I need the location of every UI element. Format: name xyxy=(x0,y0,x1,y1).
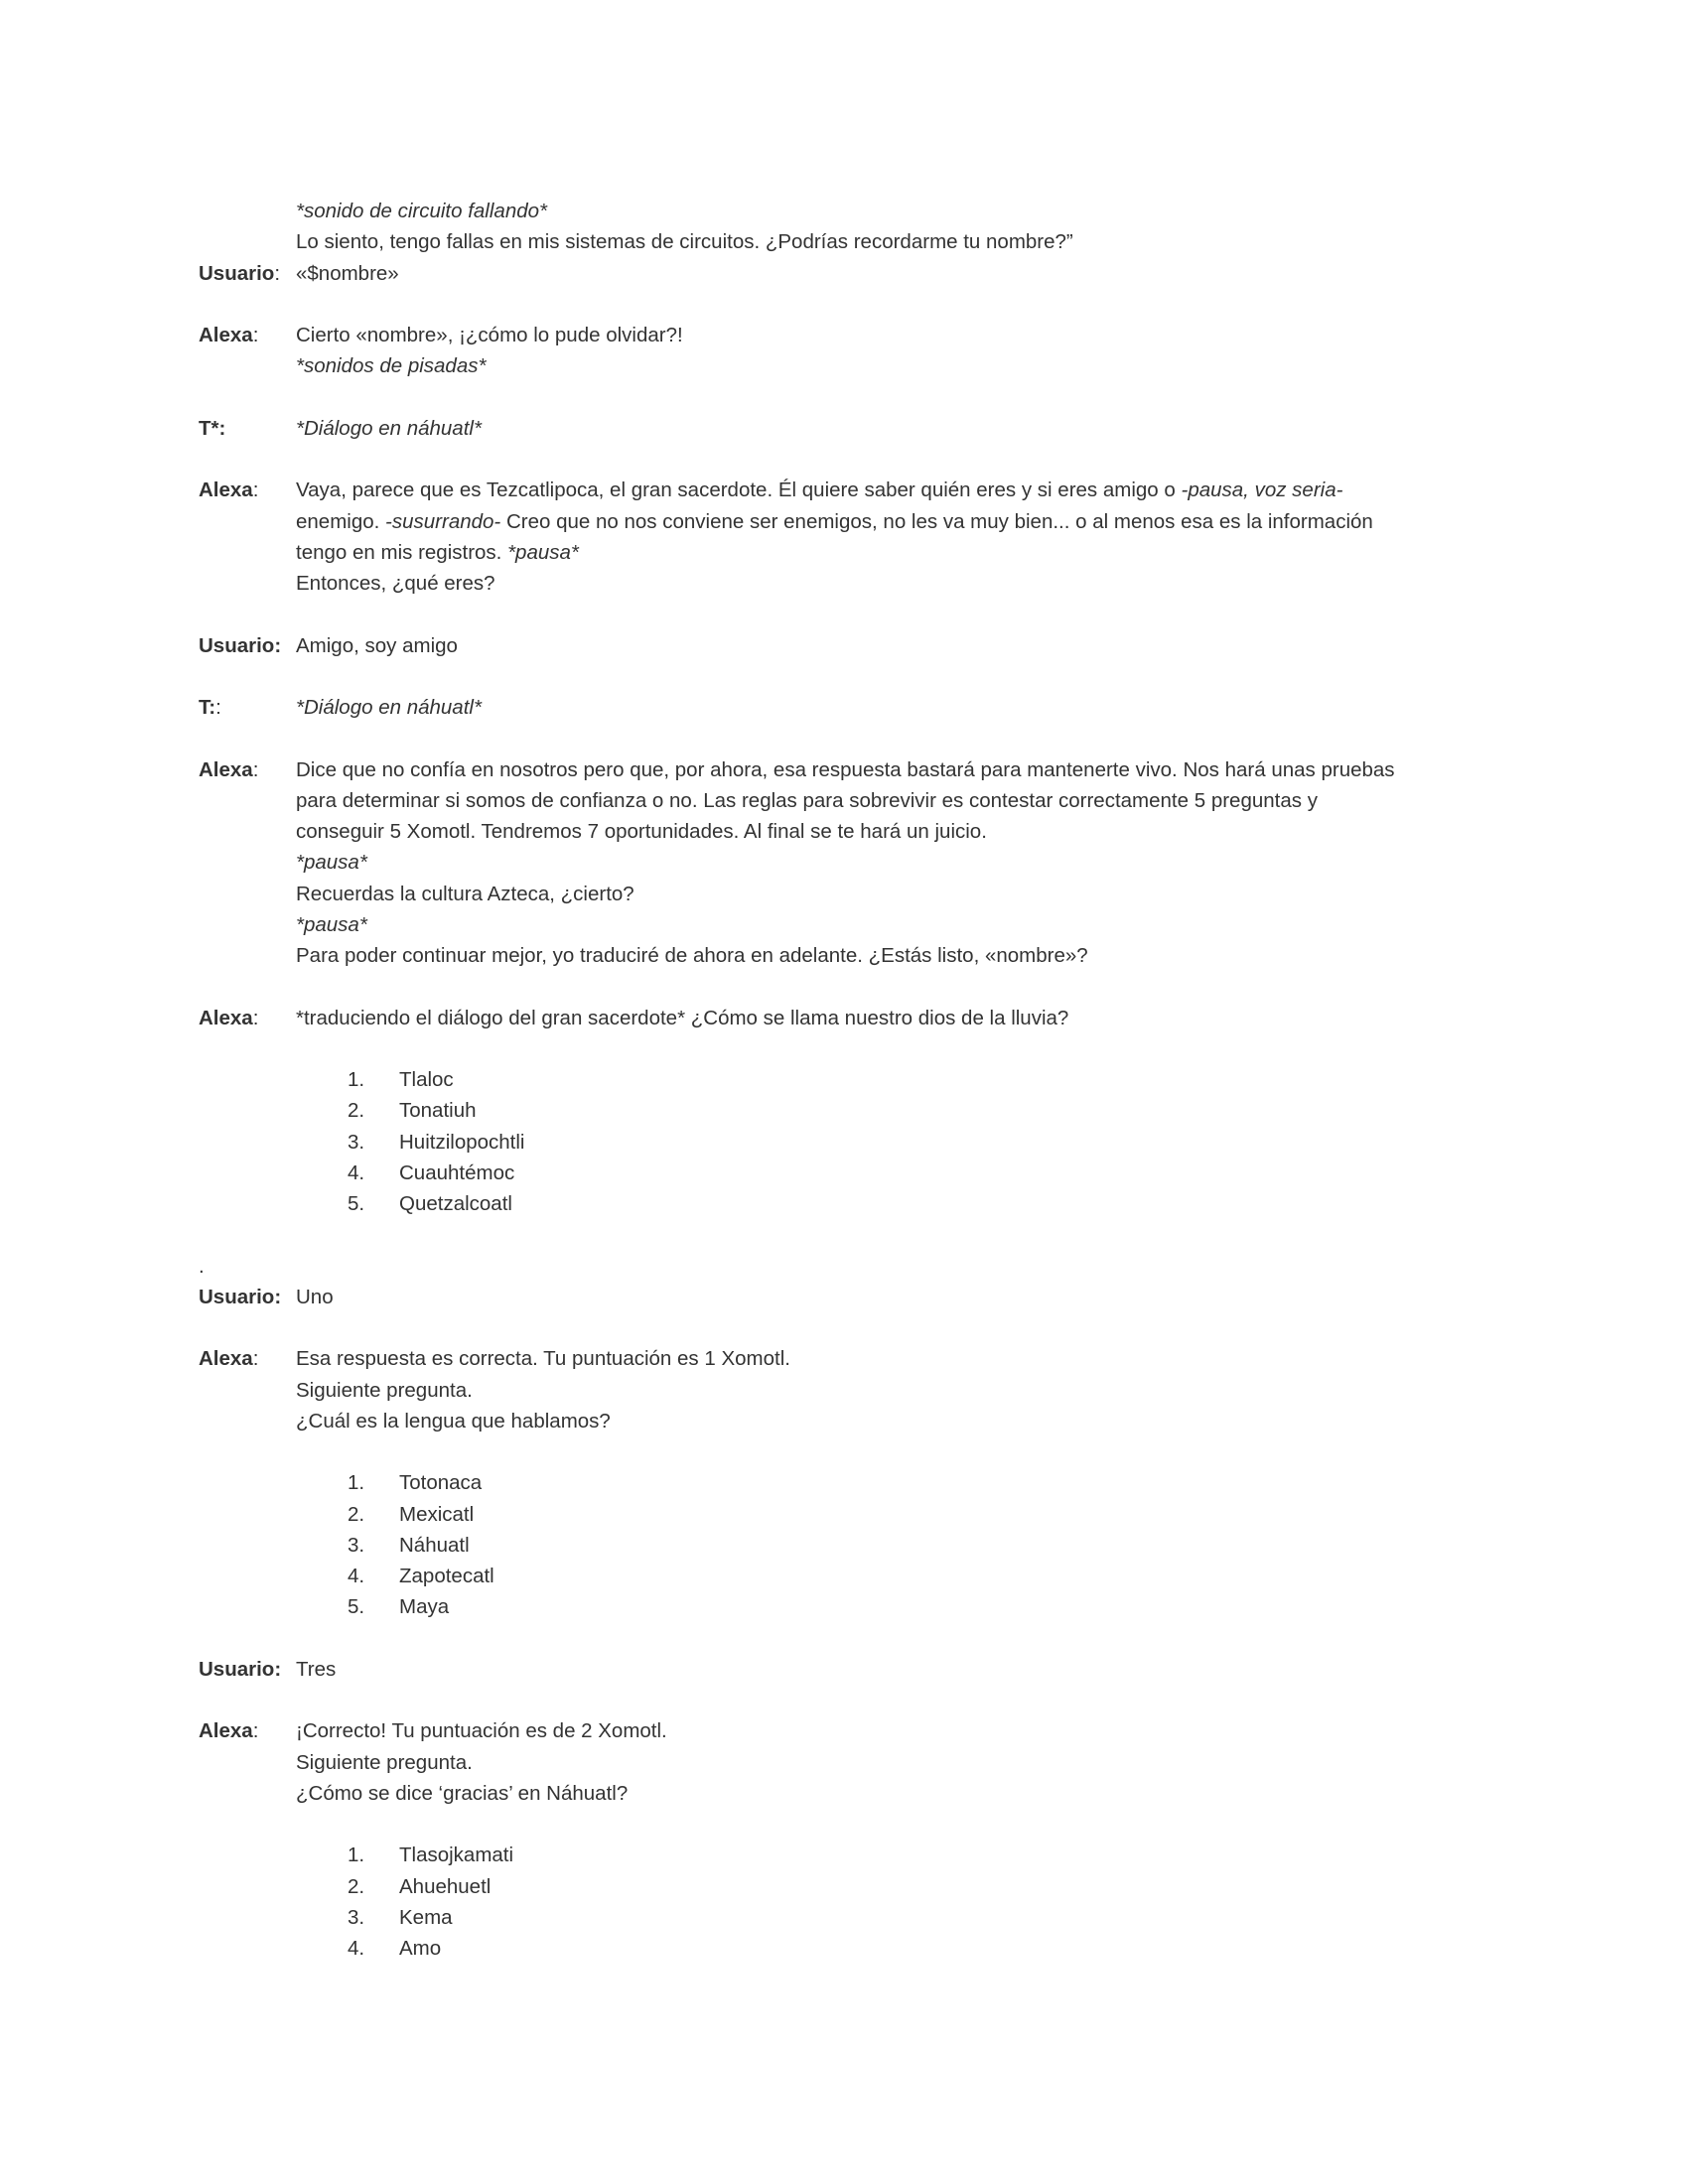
option-label: Zapotecatl xyxy=(399,1565,494,1587)
answer-option xyxy=(0,1840,1688,1870)
dialogue-block-usuario xyxy=(0,258,1688,289)
speaker-name: Alexa xyxy=(199,324,253,346)
dialogue-block-alexa xyxy=(0,1343,1688,1374)
answer-option xyxy=(0,1902,1688,1933)
blank-line xyxy=(0,971,1688,1002)
speaker-colon: : xyxy=(252,757,259,781)
dialogue-block-t xyxy=(0,413,1688,444)
dialogue-line xyxy=(0,1778,1688,1809)
question-text: ¿Cuál es la lengua que hablamos? xyxy=(296,1409,611,1433)
dialogue-text xyxy=(296,506,1373,537)
blank-line xyxy=(0,1809,1688,1840)
answer-option xyxy=(0,1933,1688,1964)
dialogue-text: Recuerdas la cultura Azteca, ¿cierto? xyxy=(296,882,634,905)
speaker-colon: : xyxy=(252,1006,259,1029)
dialogue-text: Uno xyxy=(296,1285,334,1308)
speaker-colon: : xyxy=(252,1347,259,1371)
dialogue-line xyxy=(0,226,1688,257)
question-text: ¿Cómo se dice ‘gracias’ en Náhuatl? xyxy=(296,1781,629,1805)
option-label: Tlaloc xyxy=(399,1068,454,1091)
dialogue-fragment: Vaya, parece que es Tezcatlipoca, el gran sacerdote. Él quiere saber quién eres y si eres amigo o xyxy=(296,478,1182,502)
speaker-name: Usuario xyxy=(199,261,275,285)
option-label: Cuauhtémoc xyxy=(399,1160,515,1184)
speaker-label xyxy=(199,320,258,350)
speaker-label: T*: xyxy=(199,416,226,440)
script-dialogue xyxy=(0,196,1688,1964)
speaker-name: Alexa xyxy=(199,478,253,502)
answer-option xyxy=(0,1467,1688,1498)
option-number: 3. xyxy=(348,1533,365,1557)
stray-dot: . xyxy=(199,1254,205,1278)
speaker-label xyxy=(199,475,258,505)
option-label: Huitzilopochtli xyxy=(399,1130,525,1154)
dialogue-line xyxy=(0,909,1688,940)
speaker-label xyxy=(199,258,280,289)
option-label: Quetzalcoatl xyxy=(399,1192,512,1215)
dialogue-text: Dice que no confía en nosotros pero que, por ahora, esa respuesta bastará para mantenerte vivo. Nos hará unas pruebas xyxy=(296,757,1395,781)
blank-line xyxy=(0,661,1688,692)
speaker-name: Alexa xyxy=(199,1719,253,1743)
dialogue-text: Tres xyxy=(296,1657,337,1681)
dialogue-text: para determinar si somos de confianza o no. Las reglas para sobrevivir es contestar correctamente 5 preguntas y xyxy=(296,788,1318,812)
speaker-colon: : xyxy=(215,696,221,719)
speaker-name: Alexa xyxy=(199,1006,253,1029)
blank-line xyxy=(0,382,1688,413)
question-text: *traduciendo el diálogo del gran sacerdote* ¿Cómo se llama nuestro dios de la lluvia? xyxy=(296,1006,1069,1029)
option-label: Tlasojkamati xyxy=(399,1843,514,1867)
stray-dot-line xyxy=(0,1251,1688,1282)
option-label: Ahuehuetl xyxy=(399,1874,492,1898)
dialogue-line xyxy=(0,537,1688,568)
speaker-colon: : xyxy=(252,478,259,502)
dialogue-text: ¡Correcto! Tu puntuación es de 2 Xomotl. xyxy=(296,1719,667,1743)
dialogue-block-alexa xyxy=(0,1715,1688,1746)
dialogue-fragment: enemigo. xyxy=(296,509,386,533)
dialogue-block-usuario xyxy=(0,1282,1688,1312)
answer-option xyxy=(0,1499,1688,1530)
option-number: 4. xyxy=(348,1937,365,1960)
speaker-colon: : xyxy=(274,261,281,285)
speaker-label xyxy=(199,1003,258,1033)
dialogue-line xyxy=(0,785,1688,816)
speaker-colon: : xyxy=(252,1719,259,1743)
dialogue-text: conseguir 5 Xomotl. Tendremos 7 oportunidades. Al final se te hará un juicio. xyxy=(296,820,987,843)
dialogue-block-alexa xyxy=(0,475,1688,505)
option-label: Mexicatl xyxy=(399,1502,475,1526)
option-number: 1. xyxy=(348,1068,365,1091)
option-number: 4. xyxy=(348,1565,365,1587)
dialogue-text xyxy=(296,537,579,568)
speaker-name: Alexa xyxy=(199,1347,253,1371)
dialogue-line xyxy=(0,816,1688,847)
dialogue-fragment: Creo que no nos conviene ser enemigos, no les va muy bien... o al menos esa es la información xyxy=(500,509,1373,533)
answer-option xyxy=(0,1064,1688,1095)
answer-option xyxy=(0,1188,1688,1219)
dialogue-line xyxy=(0,506,1688,537)
dialogue-line xyxy=(0,1375,1688,1406)
dialogue-line xyxy=(0,1747,1688,1778)
blank-line xyxy=(0,599,1688,629)
option-number: 1. xyxy=(348,1471,365,1495)
speaker-label xyxy=(199,1343,258,1374)
answer-option xyxy=(0,1871,1688,1902)
dialogue-fragment: tengo en mis registros. xyxy=(296,540,508,564)
dialogue-block-alexa xyxy=(0,754,1688,785)
speaker-name: Alexa xyxy=(199,757,253,781)
option-label: Kema xyxy=(399,1905,453,1929)
dialogue-text: Siguiente pregunta. xyxy=(296,1750,473,1774)
option-label: Tonatiuh xyxy=(399,1099,477,1123)
option-label: Amo xyxy=(399,1937,442,1960)
blank-line xyxy=(0,1312,1688,1343)
stage-direction: *pausa* xyxy=(296,912,367,936)
blank-line xyxy=(0,444,1688,475)
dialogue-line xyxy=(0,568,1688,599)
dialogue-line xyxy=(0,350,1688,381)
stage-direction: -susurrando- xyxy=(385,509,501,533)
speaker-label xyxy=(199,1715,258,1746)
option-label: Maya xyxy=(399,1595,450,1619)
dialogue-text: Lo siento, tengo fallas en mis sistemas de circuitos. ¿Podrías recordarme tu nombre?” xyxy=(296,230,1073,254)
stage-direction: *sonidos de pisadas* xyxy=(296,354,487,378)
blank-line xyxy=(0,1623,1688,1654)
blank-line xyxy=(0,289,1688,320)
stage-direction: *sonido de circuito fallando* xyxy=(296,200,547,222)
answer-option xyxy=(0,1127,1688,1158)
blank-line xyxy=(0,1685,1688,1715)
answer-option xyxy=(0,1591,1688,1622)
blank-line xyxy=(0,1436,1688,1467)
dialogue-text: Entonces, ¿qué eres? xyxy=(296,572,495,595)
stage-direction: *pausa* xyxy=(507,540,579,564)
blank-line xyxy=(0,1033,1688,1064)
speaker-name: T: xyxy=(199,696,216,719)
option-number: 2. xyxy=(348,1099,365,1123)
speaker-label xyxy=(199,754,258,785)
option-number: 3. xyxy=(348,1905,365,1929)
dialogue-text xyxy=(296,475,1342,505)
answer-option xyxy=(0,1530,1688,1561)
dialogue-line xyxy=(0,879,1688,909)
dialogue-block-usuario xyxy=(0,1654,1688,1685)
dialogue-text: Siguiente pregunta. xyxy=(296,1378,473,1402)
stage-direction: *Diálogo en náhuatl* xyxy=(296,416,482,440)
option-number: 3. xyxy=(348,1130,365,1154)
option-label: Náhuatl xyxy=(399,1533,470,1557)
option-number: 2. xyxy=(348,1874,365,1898)
option-number: 1. xyxy=(348,1843,365,1867)
dialogue-text: Para poder continuar mejor, yo traduciré de ahora en adelante. ¿Estás listo, «nombre»? xyxy=(296,944,1088,967)
option-number: 5. xyxy=(348,1595,365,1619)
dialogue-line xyxy=(0,847,1688,878)
dialogue-block-alexa xyxy=(0,320,1688,350)
speaker-colon: : xyxy=(252,324,259,346)
dialogue-text: Cierto «nombre», ¡¿cómo lo pude olvidar?! xyxy=(296,324,683,346)
option-label: Totonaca xyxy=(399,1471,483,1495)
option-number: 4. xyxy=(348,1160,365,1184)
dialogue-text: Esa respuesta es correcta. Tu puntuación es 1 Xomotl. xyxy=(296,1347,790,1371)
speaker-label: Usuario: xyxy=(199,1285,282,1308)
option-number: 2. xyxy=(348,1502,365,1526)
dialogue-block-alexa xyxy=(0,1003,1688,1033)
stage-direction: *pausa* xyxy=(296,851,367,875)
answer-option xyxy=(0,1158,1688,1188)
blank-line xyxy=(0,1219,1688,1250)
option-number: 5. xyxy=(348,1192,365,1215)
stage-direction: -pausa, voz seria- xyxy=(1181,478,1343,502)
dialogue-text: «$nombre» xyxy=(296,261,399,285)
dialogue-text: Amigo, soy amigo xyxy=(296,633,458,657)
dialogue-block-usuario xyxy=(0,630,1688,661)
blank-line xyxy=(0,723,1688,753)
dialogue-line xyxy=(0,1406,1688,1436)
dialogue-line xyxy=(0,940,1688,971)
stage-direction: *Diálogo en náhuatl* xyxy=(296,696,482,719)
answer-option xyxy=(0,1561,1688,1591)
speaker-label: Usuario: xyxy=(199,633,282,657)
speaker-label xyxy=(199,692,221,723)
answer-option xyxy=(0,1095,1688,1126)
speaker-label: Usuario: xyxy=(199,1657,282,1681)
dialogue-line xyxy=(0,196,1688,226)
dialogue-block-t xyxy=(0,692,1688,723)
